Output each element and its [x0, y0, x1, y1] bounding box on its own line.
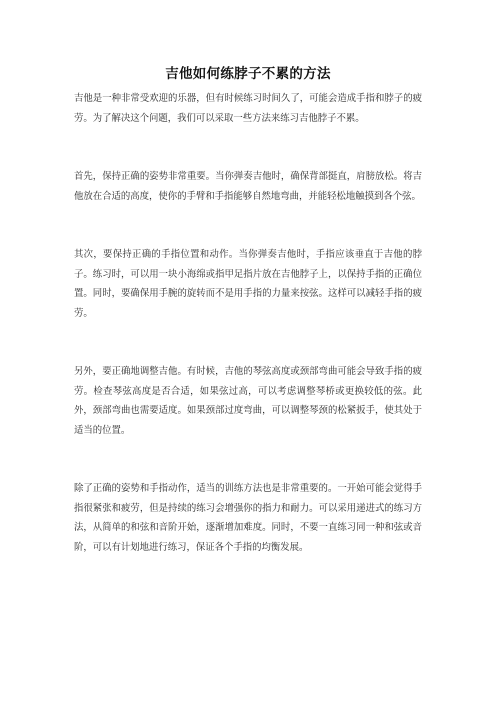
paragraph-intro: 吉他是一种非常受欢迎的乐器，但有时候练习时间久了，可能会造成手指和脖子的疲劳。为了解决这个问题，我们可以采取一些方法来练习吉他脖子不累。 [74, 93, 422, 124]
paragraph-posture: 首先，保持正确的姿势非常重要。当你弹奏吉他时，确保背部挺直，肩膀放松。将吉他放在合适的高度，使你的手臂和手指能够自然地弯曲，并能轻松地触摸到各个弦。 [74, 171, 422, 202]
document-title: 吉他如何练脖子不累的方法 [165, 66, 331, 82]
paragraph-finger-position: 其次，要保持正确的手指位置和动作。当你弹奏吉他时，手指应该垂直于吉他的脖子。练习时，可以用一块小海绵或指甲足指片放在吉他脖子上，以保持手指的正确位置。同时，要确保用手腕的旋转而不是用手指的力量来按弦。这样可以减轻手指的疲劳。 [74, 249, 422, 319]
paragraph-guitar-adjustment: 另外，要正确地调整吉他。有时候，吉他的琴弦高度或颈部弯曲可能会导致手指的疲劳。检查琴弦高度是否合适，如果弦过高，可以考虑调整琴桥或更换较低的弦。此外，颈部弯曲也需要适度。如果颈部过度弯曲，可以调整琴颈的松紧扳手，使其处于适当的位置。 [74, 366, 422, 436]
paragraph-training-method: 除了正确的姿势和手指动作，适当的训练方法也是非常重要的。一开始可能会觉得手指很紧张和疲劳，但是持续的练习会增强你的指力和耐力。可以采用递进式的练习方法，从简单的和弦和音阶开始，逐渐增加难度。同时，不要一直练习同一种和弦或音阶，可以有计划地进行练习，保证各个手指的均衡发展。 [74, 483, 422, 553]
